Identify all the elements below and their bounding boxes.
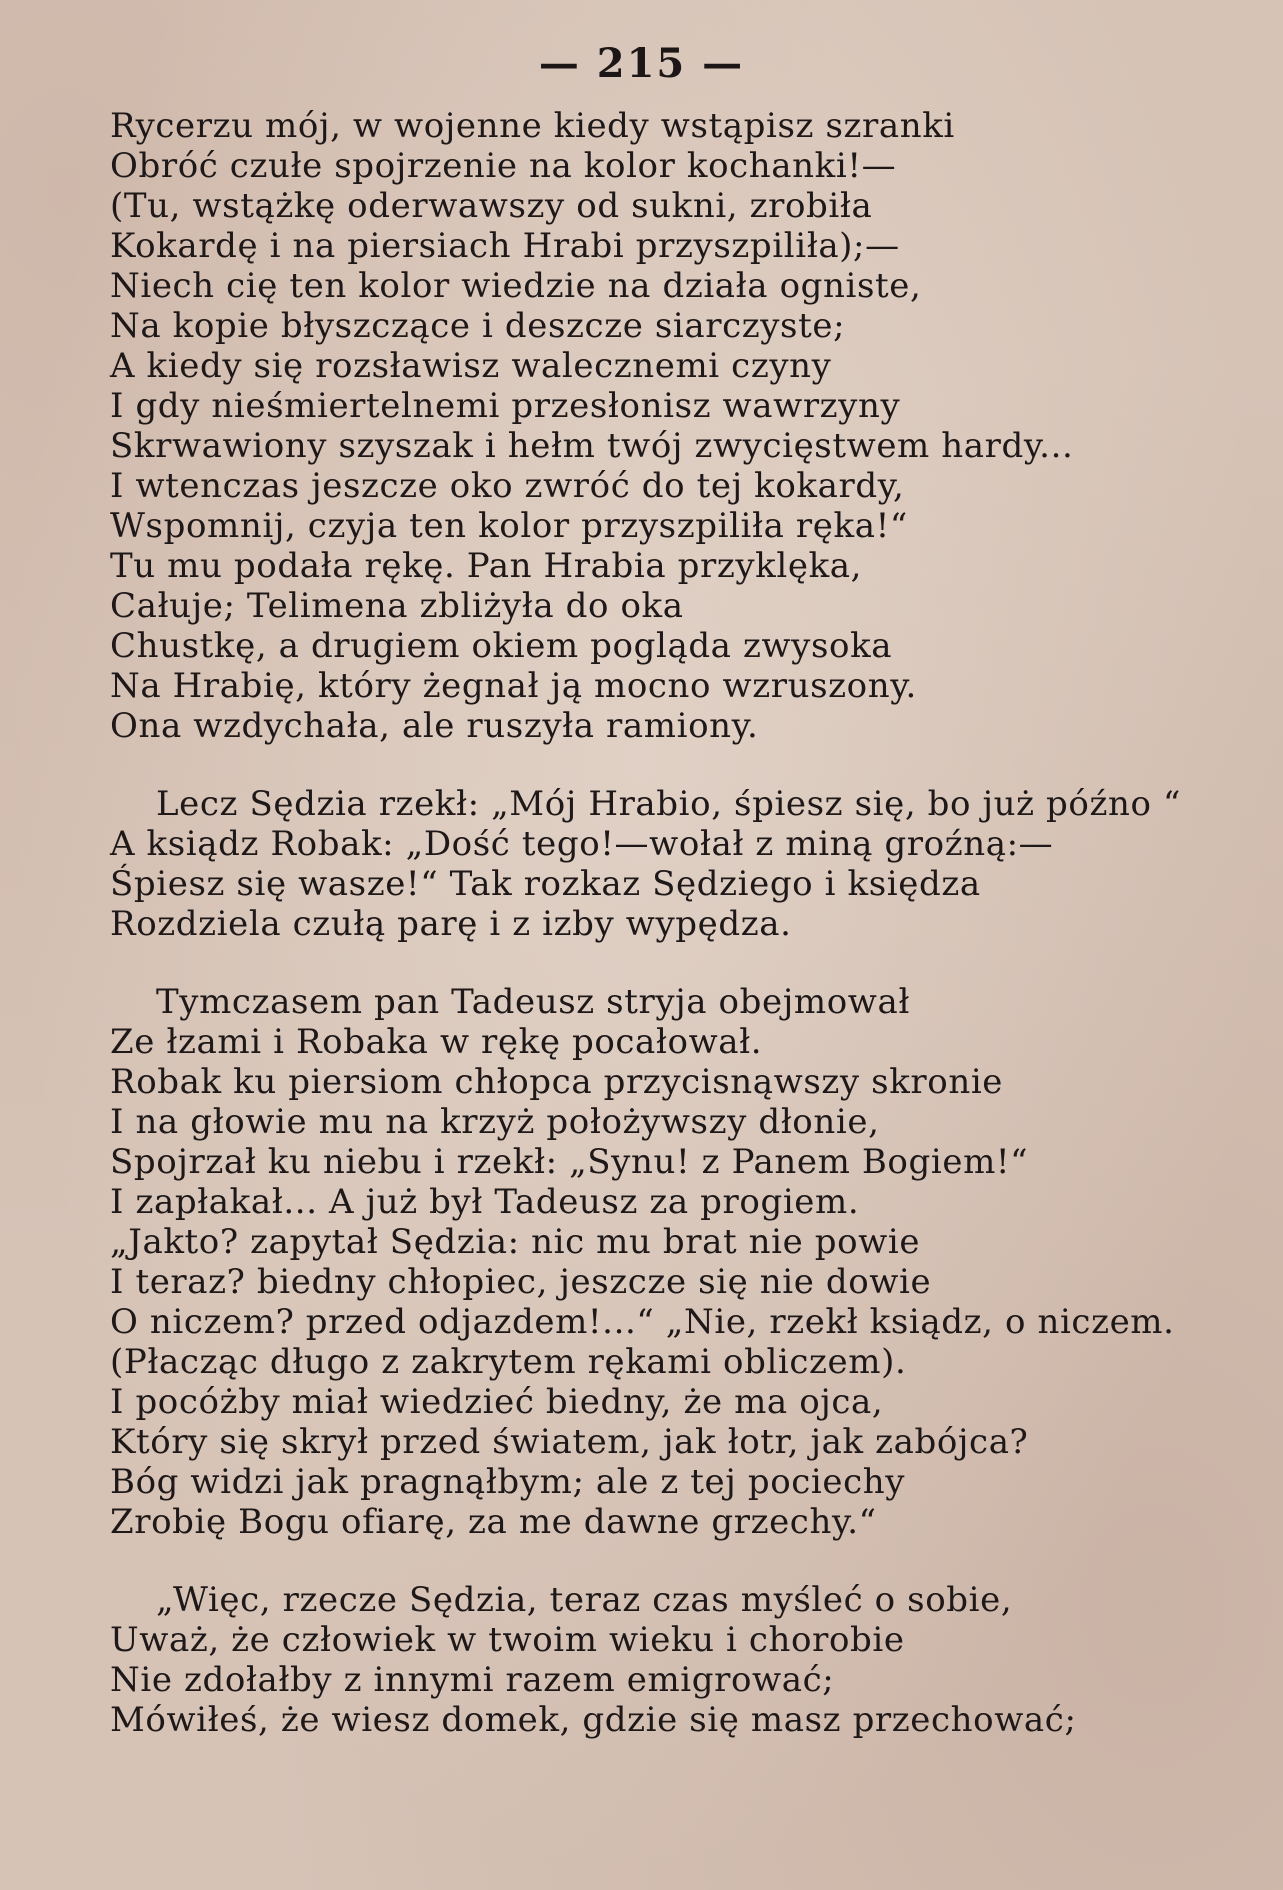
verse-line: Spojrzał ku niebu i rzekł: „Synu! z Panem Bogiem!“ [110,1142,1029,1182]
verse-line: I teraz? biedny chłopiec, jeszcze się nie dowie [110,1262,932,1302]
verse-line: Na kopie błyszczące i deszcze siarczyste; [110,306,846,346]
verse-line: I zapłakał... A już był Tadeusz za progiem. [110,1182,860,1222]
verse-line: Lecz Sędzia rzekł: „Mój Hrabio, śpiesz się, bo już późno “ [156,784,1181,824]
verse-line: A ksiądz Robak: „Dość tego!—wołał z miną groźną:— [110,824,1054,864]
verse-line: Obróć czułe spojrzenie na kolor kochanki!— [110,146,897,186]
verse-line: Mówiłeś, że wiesz domek, gdzie się masz przechować; [110,1700,1077,1740]
verse-line: I gdy nieśmiertelnemi przesłonisz wawrzyny [110,386,901,426]
verse-line: I na głowie mu na krzyż położywszy dłonie, [110,1102,880,1142]
stanza [110,784,1250,944]
verse-line: Bóg widzi jak pragnąłbym; ale z tej pociechy [110,1462,906,1502]
stanza [110,106,1250,746]
verse-line: Ona wzdychała, ale ruszyła ramiony. [110,706,759,746]
verse-line: Całuje; Telimena zbliżyła do oka [110,586,684,626]
verse-line: Uważ, że człowiek w twoim wieku i chorobie [110,1620,905,1660]
poem-text [110,106,1250,1740]
verse-line: Wspomnij, czyja ten kolor przyszpiliła ręka!“ [110,506,908,546]
verse-line: Niech cię ten kolor wiedzie na działa ogniste, [110,266,922,306]
verse-line: „Jakto? zapytał Sędzia: nic mu brat nie powie [110,1222,921,1262]
verse-line: A kiedy się rozsławisz walecznemi czyny [110,346,832,386]
verse-line: I wtenczas jeszcze oko zwróć do tej kokardy, [110,466,905,506]
verse-line: Tymczasem pan Tadeusz stryja obejmował [156,982,910,1022]
verse-line: Śpiesz się wasze!“ Tak rozkaz Sędziego i księdza [110,864,981,904]
verse-line: „Więc, rzecze Sędzia, teraz czas myśleć o sobie, [156,1580,1013,1620]
verse-line: Na Hrabię, który żegnał ją mocno wzruszony. [110,666,917,706]
verse-line: (Tu, wstążkę oderwawszy od sukni, zrobiła [110,186,873,226]
page-number: — 215 — [538,40,745,87]
verse-line: O niczem? przed odjazdem!...“ „Nie, rzekł ksiądz, o niczem. [110,1302,1175,1342]
verse-line: Tu mu podała rękę. Pan Hrabia przyklęka, [110,546,863,586]
verse-line: Robak ku piersiom chłopca przycisnąwszy skronie [110,1062,1004,1102]
verse-line: Ze łzami i Robaka w rękę pocałował. [110,1022,763,1062]
verse-line: Rozdziela czułą parę i z izby wypędza. [110,904,792,944]
verse-line: Skrwawiony szyszak i hełm twój zwycięstwem hardy... [110,426,1074,466]
verse-line: Kokardę i na piersiach Hrabi przyszpiliła);— [110,226,900,266]
stanza [110,982,1250,1542]
verse-line: (Płacząc długo z zakrytem rękami obliczem). [110,1342,907,1382]
verse-line: Nie zdołałby z innymi razem emigrować; [110,1660,835,1700]
verse-line: Rycerzu mój, w wojenne kiedy wstąpisz szranki [110,106,955,146]
verse-line: Zrobię Bogu ofiarę, za me dawne grzechy.“ [110,1502,877,1542]
verse-line: Który się skrył przed światem, jak łotr, jak zabójca? [110,1422,1029,1462]
verse-line: I pocóżby miał wiedzieć biedny, że ma ojca, [110,1382,884,1422]
verse-line: Chustkę, a drugiem okiem pogląda zwysoka [110,626,893,666]
stanza [110,1580,1250,1740]
